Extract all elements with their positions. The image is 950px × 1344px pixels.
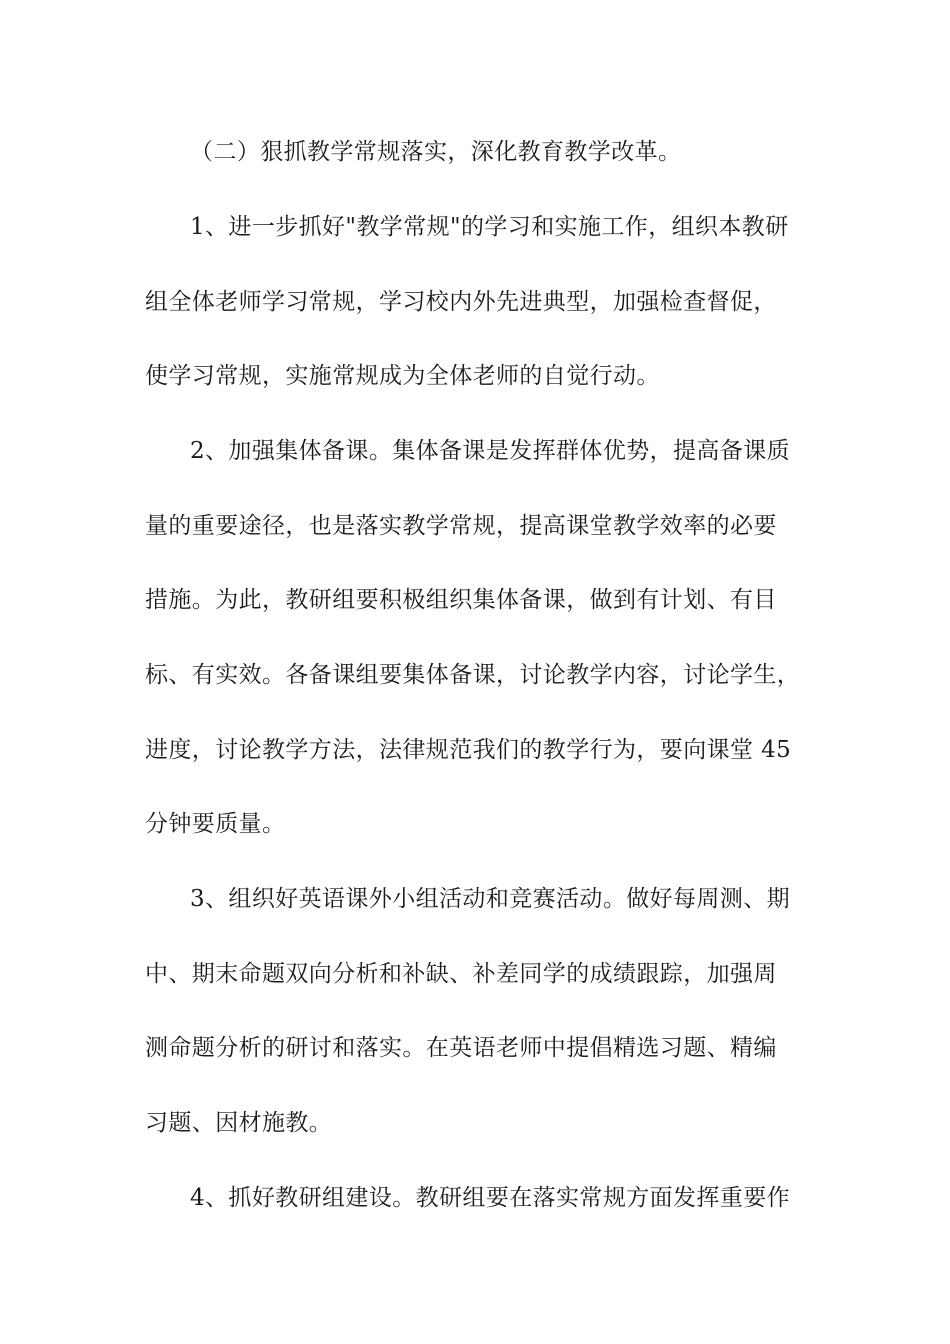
paragraph-3-line-2: 中、期末命题双向分析和补缺、补差同学的成绩跟踪，加强周	[145, 961, 777, 987]
paragraph-2-line-5: 进度，讨论教学方法，法律规范我们的教学行为，要向课堂 45	[145, 737, 792, 763]
paragraph-4-line-1: 4、抓好教研组建设。教研组要在落实常规方面发挥重要作	[190, 1185, 791, 1211]
paragraph-2-line-6: 分钟要质量。	[145, 811, 286, 837]
section-heading: （二）狠抓教学常规落实，深化教育教学改革。	[190, 139, 682, 165]
paragraph-2-line-1: 2、加强集体备课。集体备课是发挥群体优势，提高备课质	[190, 438, 791, 464]
paragraph-1-line-2: 组全体老师学习常规，学习校内外先进典型，加强检查督促，	[145, 289, 777, 315]
paragraph-3-line-1: 3、组织好英语课外小组活动和竞赛活动。做好每周测、期	[190, 886, 791, 912]
paragraph-2-line-4: 标、有实效。各备课组要集体备课，讨论教学内容，讨论学生，	[145, 662, 801, 688]
paragraph-1-line-3: 使学习常规，实施常规成为全体老师的自觉行动。	[145, 363, 660, 389]
paragraph-3-line-4: 习题、因材施教。	[145, 1110, 333, 1136]
paragraph-3-line-3: 测命题分析的研讨和落实。在英语老师中提倡精选习题、精编	[145, 1035, 777, 1061]
paragraph-2-line-3: 措施。为此，教研组要积极组织集体备课，做到有计划、有目	[145, 587, 777, 613]
paragraph-2-line-2: 量的重要途径，也是落实教学常规，提高课堂教学效率的必要	[145, 513, 777, 539]
paragraph-1-line-1: 1、进一步抓好"教学常规"的学习和实施工作，组织本教研	[190, 214, 789, 240]
